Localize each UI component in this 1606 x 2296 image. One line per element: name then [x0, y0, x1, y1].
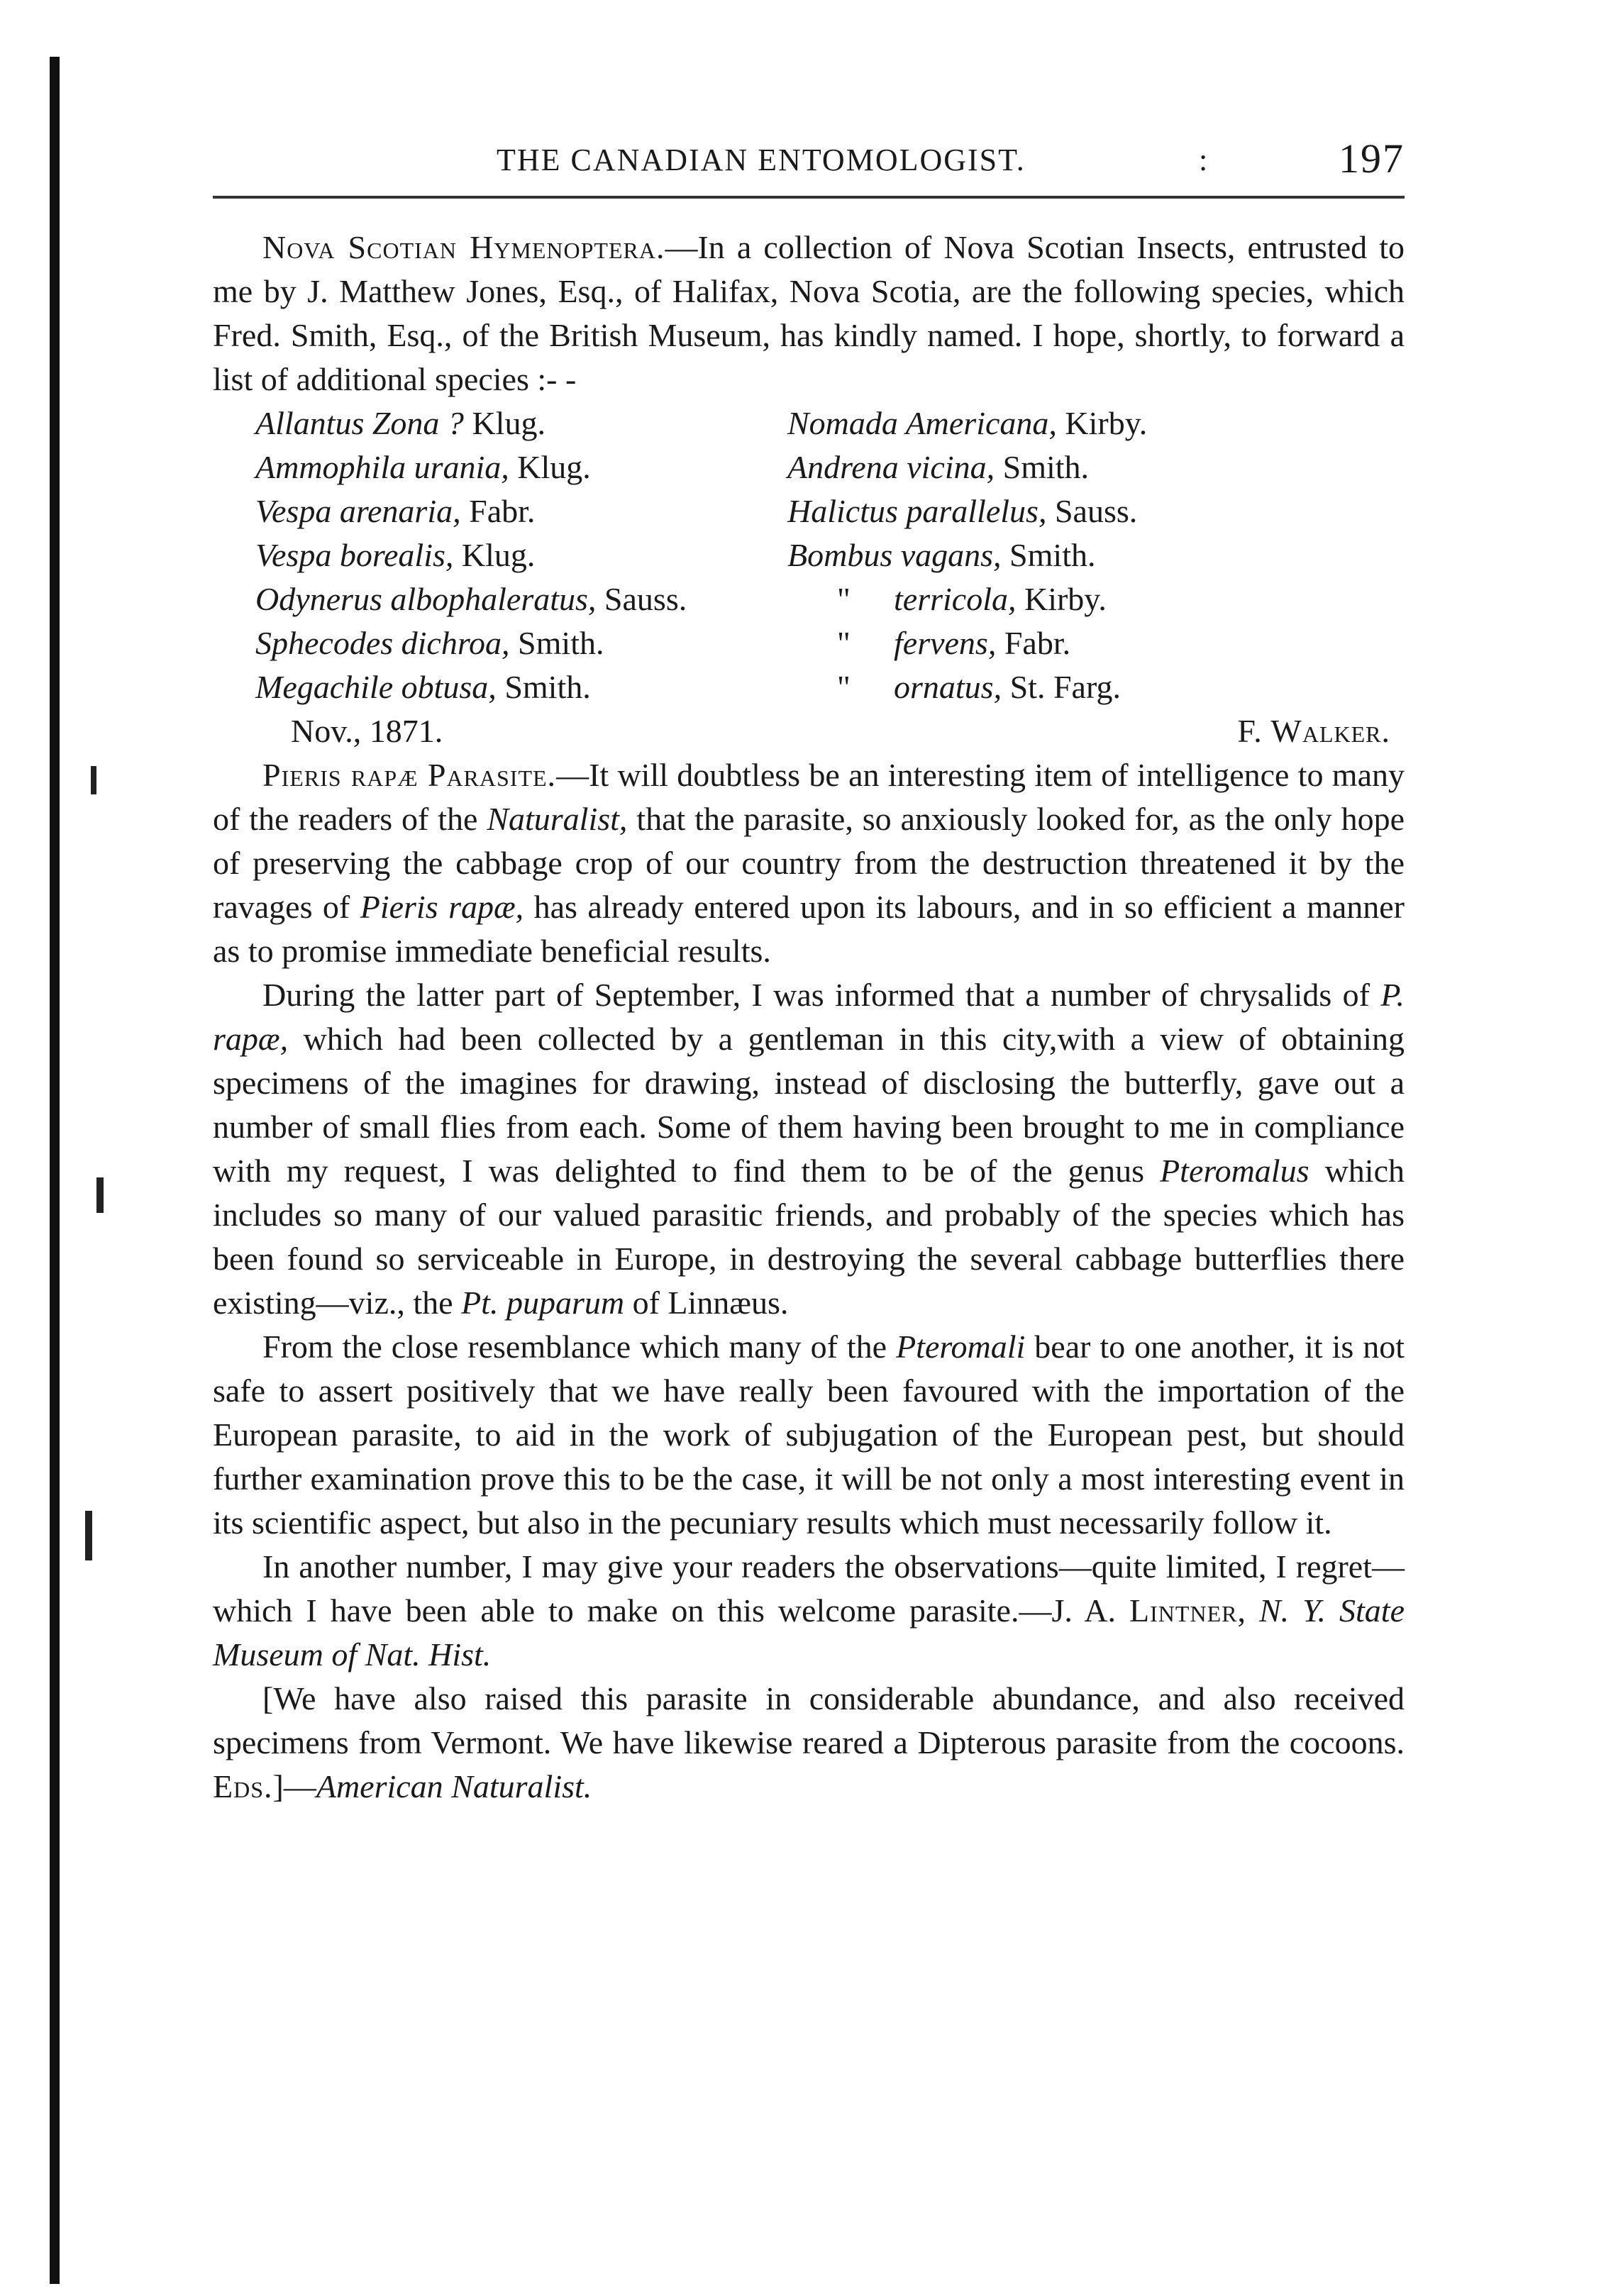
- article-text: —In a collection of Nova Scotian Insects, entrusted to me by J. Matthew Jones, Esq., of Halifax, Nova Scotia, are the following species, which Fred. Smith, Esq., of the British Museum, has kindly named. I hope, shortly, to forward a list of additional species :- -: [213, 229, 1405, 397]
- text-run: which had been collected by a gentleman in this city,with a view of obtaining specimens of the imagines for drawing, instead of disclosing the butterfly, gave out a number of small flies from each. Some of them having been brought to me in compliance with my request, I was delighted to find them to be of the genus: [213, 1021, 1405, 1189]
- species-author: St. Farg.: [1002, 669, 1121, 705]
- species-list-item: [213, 445, 787, 489]
- species-list-item: [787, 621, 1405, 665]
- species-author: Smith.: [995, 449, 1090, 485]
- species-list-item: [213, 401, 787, 445]
- article-pieris-paragraph: [213, 1545, 1405, 1677]
- species-author: Fabr.: [996, 625, 1071, 661]
- italic-text: Naturalist,: [487, 801, 628, 837]
- species-list-item: [787, 665, 1405, 709]
- text-run: ,: [1237, 1592, 1259, 1629]
- italic-text: Pteromali: [896, 1329, 1026, 1365]
- italic-text: P. rapæ,: [213, 977, 1405, 1057]
- text-run: ]—: [272, 1768, 316, 1804]
- ditto-mark: ": [837, 625, 851, 661]
- species-name: Bombus vagans,: [787, 537, 1002, 573]
- species-name: Ammophila urania,: [255, 449, 509, 485]
- species-name: Allantus Zona ?: [255, 405, 464, 441]
- article-heading: Nova Scotian Hymenoptera.: [262, 229, 665, 265]
- species-name: Halictus parallelus,: [787, 493, 1047, 529]
- text-run: bear to one another, it is not safe to assert positively that we have really been favoured with the importation of the European parasite, to aid in the work of subjugation of the European pest, but should further examination prove this to be the case, it will be not only a most interesting event in its scientific aspect, but also in the pecuniary results which must necessarily follow it.: [213, 1329, 1405, 1541]
- species-author: Sauss.: [1046, 493, 1138, 529]
- binding-mark: [96, 1177, 104, 1213]
- running-title: THE CANADIAN ENTOMOLOGIST.: [497, 143, 1026, 177]
- species-author: Smith.: [496, 669, 591, 705]
- species-author: Smith.: [1001, 537, 1096, 573]
- species-name: Andrena vicina,: [787, 449, 995, 485]
- text-run: From the close resemblance which many of the: [262, 1329, 897, 1365]
- species-list-item: [213, 533, 787, 577]
- species-list-item: [787, 577, 1405, 621]
- species-list-item: [787, 445, 1405, 489]
- ditto-mark: ": [837, 581, 851, 617]
- species-author: Kirby.: [1056, 405, 1148, 441]
- species-list-item: [213, 577, 787, 621]
- italic-text: Pt. puparum: [461, 1285, 625, 1321]
- page-binding-edge: [50, 57, 60, 2284]
- species-author: Klug.: [453, 537, 536, 573]
- species-list-item: [787, 489, 1405, 533]
- page-header: [213, 128, 1405, 192]
- header-separator: :: [1199, 143, 1209, 177]
- author-name: Lintner: [1129, 1592, 1238, 1629]
- text-run: [We have also raised this parasite in considerable abundance, and also received specimens from Vermont. We have likewise reared a Dipterous parasite from the cocoons.: [213, 1680, 1405, 1760]
- italic-text: Pteromalus: [1160, 1153, 1309, 1189]
- document-page: [213, 128, 1405, 1809]
- binding-mark: [91, 766, 96, 794]
- article-signature: F. Walker.: [1237, 713, 1390, 749]
- species-list-item: [787, 533, 1405, 577]
- text-run: has already entered upon its labours, and in so efficient a manner as to promise immediate beneficial results.: [213, 889, 1405, 969]
- text-run: During the latter part of September, I was informed that a number of chrysalids of: [262, 977, 1381, 1013]
- species-list-item: [213, 665, 787, 709]
- article-pieris-paragraph: [213, 753, 1405, 973]
- species-name: Sphecodes dichroa,: [255, 625, 510, 661]
- species-name: ornatus,: [894, 669, 1002, 705]
- species-name: fervens,: [894, 625, 997, 661]
- species-list-item: [787, 401, 1405, 445]
- source-citation: American Naturalist.: [316, 1768, 592, 1804]
- page-number: 197: [1339, 135, 1405, 182]
- species-name: Nomada Americana,: [787, 405, 1057, 441]
- ditto-mark: ": [837, 669, 851, 705]
- species-author: Smith.: [509, 625, 604, 661]
- article-signature-line: [213, 709, 1405, 753]
- italic-text: Pieris rapæ,: [360, 889, 524, 925]
- species-author: Kirby.: [1016, 581, 1107, 617]
- species-name: Odynerus albophaleratus,: [255, 581, 597, 617]
- text-run: that the parasite, so anxiously looked for, as the only hope of preserving the cabbage crop of our country from the destruction threatened it by the ravages of: [213, 801, 1405, 925]
- species-name: Megachile obtusa,: [255, 669, 497, 705]
- text-run: of Linnæus.: [624, 1285, 789, 1321]
- species-list-item: [213, 489, 787, 533]
- article-pieris-paragraph: [213, 973, 1405, 1325]
- editors-note: [213, 1677, 1405, 1809]
- article-nova-scotian-intro: [213, 226, 1405, 401]
- species-name: Vespa arenaria,: [255, 493, 461, 529]
- article-date: Nov., 1871.: [291, 713, 443, 749]
- text-run: which includes so many of our valued parasitic friends, and probably of the species which has been found so serviceable in Europe, in destroying the several cabbage butterflies there existing—viz., the: [213, 1153, 1405, 1321]
- text-run: —It will doubtless be an interesting item of intelligence to many of the readers of the: [213, 757, 1405, 837]
- species-author: Fabr.: [460, 493, 536, 529]
- article-pieris-paragraph: [213, 1325, 1405, 1545]
- article-heading: Pieris rapæ Parasite.: [262, 757, 557, 793]
- species-author: Klug.: [509, 449, 591, 485]
- header-rule: [213, 196, 1405, 199]
- species-name: terricola,: [894, 581, 1017, 617]
- species-author: Sauss.: [596, 581, 687, 617]
- editors-abbrev: Eds.: [213, 1768, 273, 1804]
- binding-mark: [85, 1511, 92, 1560]
- species-list-item: [213, 621, 787, 665]
- italic-text: N. Y. State Museum of Nat. Hist.: [213, 1592, 1405, 1673]
- species-author: Klug.: [463, 405, 546, 441]
- text-run: In another number, I may give your readers the observations—quite limited, I regret—which I have been able to make on this welcome parasite.—J. A.: [213, 1548, 1405, 1629]
- species-name: Vespa borealis,: [255, 537, 454, 573]
- species-list: [213, 401, 1405, 709]
